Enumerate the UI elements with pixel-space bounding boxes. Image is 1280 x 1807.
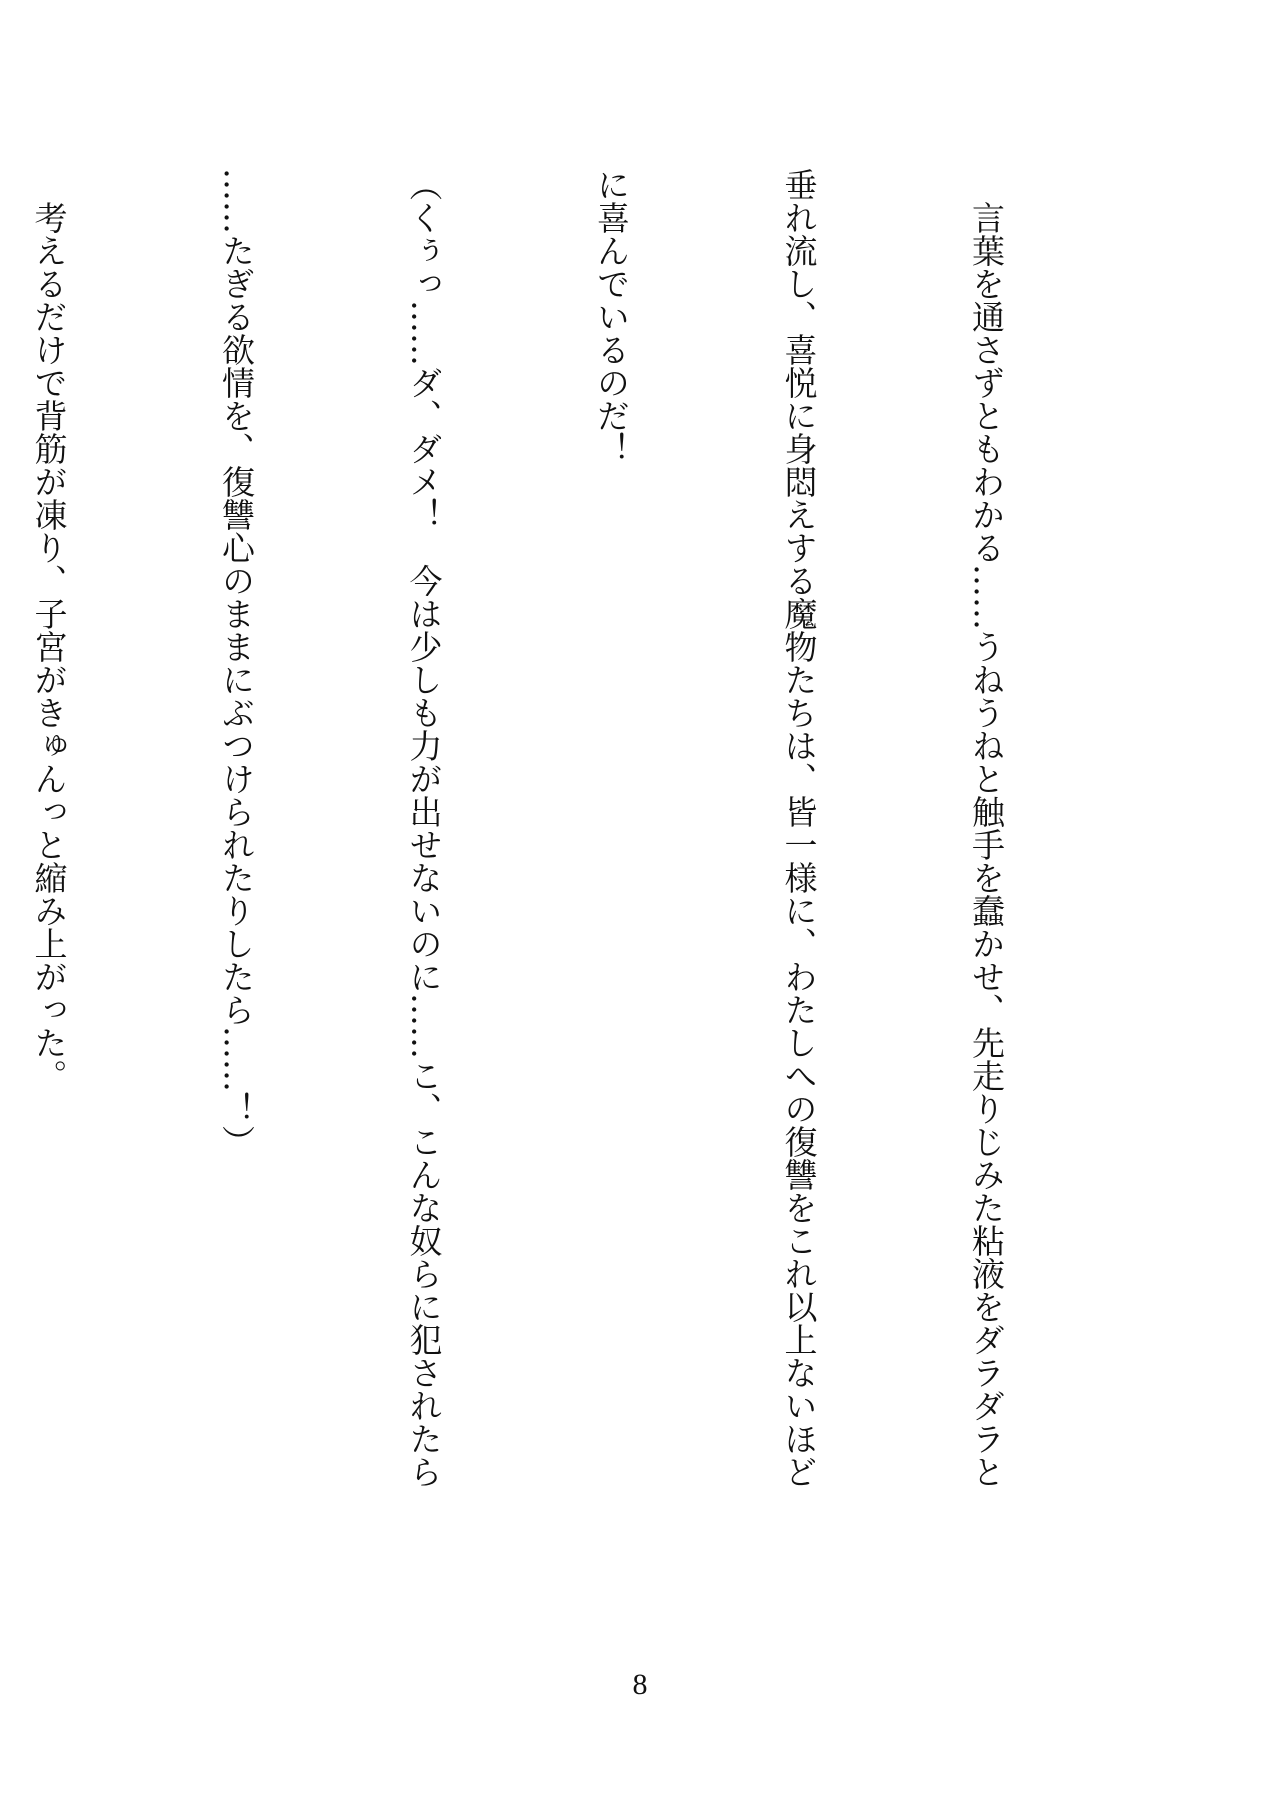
text-line: に喜んでいるのだ！ — [592, 168, 631, 465]
text-line: 言葉を通さずともわかる……うねうねと触手を蠢かせ、先走りじみた粘液をダラダラと — [967, 168, 1006, 1488]
text-line: ……たぎる欲情を、復讐心のままにぶつけられたりしたら……！） — [217, 168, 256, 1158]
body-text — [0, 168, 1142, 1578]
text-line: 考えるだけで背筋が凍り、子宮がきゅんっと縮み上がった。 — [29, 168, 69, 1092]
text-line: 垂れ流し、喜悦に身悶えする魔物たちは、皆一様に、わたしへの復讐をこれ以上ないほど — [779, 168, 819, 1488]
page-number: 8 — [632, 1668, 648, 1701]
text-line: （くぅっ……ダ、ダメ！ 今は少しも力が出せないのに……こ、こんな奴らに犯されたら — [404, 168, 444, 1488]
